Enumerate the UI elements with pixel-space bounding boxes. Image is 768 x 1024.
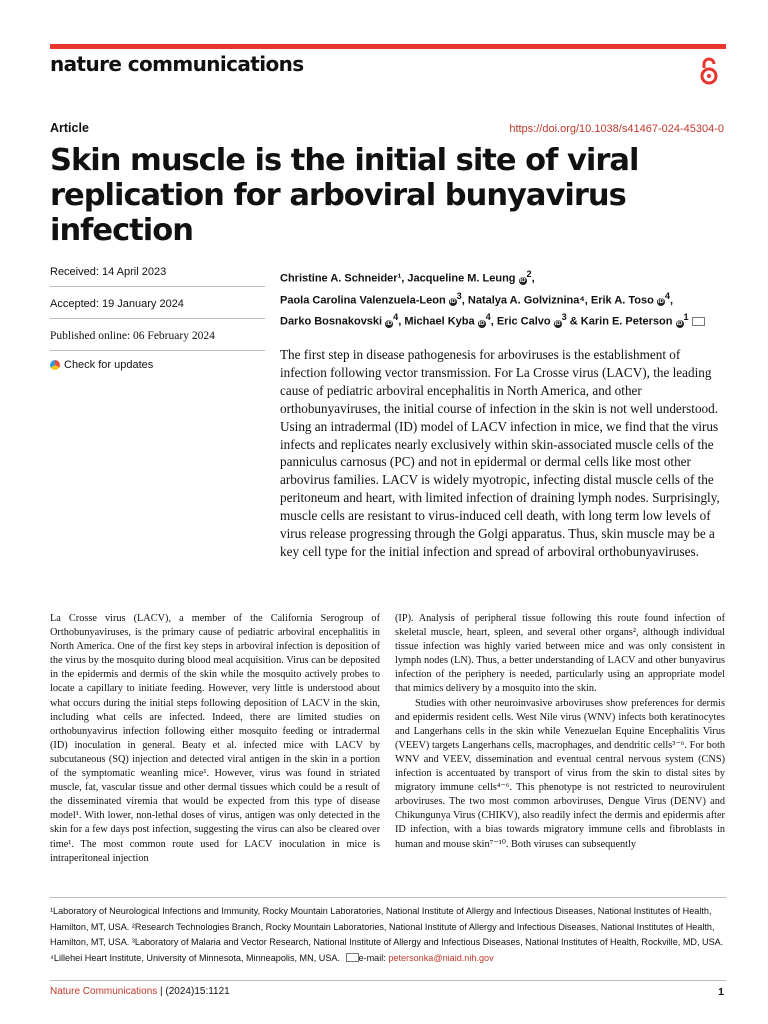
body-column-left: [50, 612, 380, 866]
received-date: Received: 14 April 2023: [50, 262, 265, 287]
author-affil-sup: 1: [683, 312, 689, 323]
footer-divider: [50, 980, 726, 981]
author-line: Paola Carolina Valenzuela-Leon $iD^3$, Natalya A. Golviznina⁴, Erik A. Toso $iD^4$,: [280, 290, 673, 307]
footer-journal-link[interactable]: Nature Communications: [50, 986, 158, 997]
orcid-icon[interactable]: iD: [449, 299, 456, 306]
author-affil-sup: 4: [393, 312, 399, 323]
orcid-icon[interactable]: iD: [676, 320, 683, 327]
affiliations: [50, 904, 726, 966]
footer-citation: [50, 986, 230, 997]
published-date: Published online: 06 February 2024: [50, 326, 265, 351]
author-affil-sup: 4: [485, 312, 491, 323]
email-label: e-mail:: [358, 952, 386, 963]
body-paragraph: (IP). Analysis of peripheral tissue following this route found infection of skeletal muscle, heart, spleen, and several other organs², although individual tissue infection was highly varied between mice and was only consistent in lymph nodes (LN). Thus, a better understanding of LACV and other bunyavirus infection of the periphery is needed, particularly using an appropriate model that mimics delivery by a mosquito into the skin.: [395, 613, 725, 695]
article-title: Skin muscle is the initial site of viral replication for arboviral bunyavirus infection: [50, 143, 639, 248]
orcid-icon[interactable]: iD: [386, 320, 393, 327]
body-paragraph: Studies with other neuroinvasive arboviruses show preferences for dermis and epidermis resident cells. West Nile virus (WNV) infects both keratinocytes and Langerhans cells in the skin while Venezuelan Equine Encephalitis Virus (VEEV) targets Langerhans cells, macrophages, and dendritic cells³⁻⁶. For both WNV and VEEV, dissemination and eventual central nervous system (CNS) infection is accentuated by transport of virus from the skin to distal sites by migratory immune cells⁴⁻⁶. This phenotype is not restricted to neurovirulent arboviruses. The two most common arboviruses, Dengue Virus (DENV) and Chikungunya Virus (CHIKV), also readily infect the dermis and epidermis after ID infection, with a bias towards migratory immune cells and fibroblasts in human and mouse skin⁷⁻¹⁰. Both viruses can subsequently: [395, 697, 725, 850]
author-text: , Michael Kyba: [398, 315, 475, 328]
footer-citation-text: | (2024)15:1121: [157, 986, 230, 997]
affiliation-divider: [50, 897, 726, 898]
journal-name: nature communications: [50, 52, 304, 76]
check-updates-icon: [50, 360, 60, 370]
abstract: The first step in disease pathogenesis for arboviruses is the establishment of infection following vector transmission. For La Crosse virus (LACV), the leading cause of pediatric arboviral encephalitis in North America, and other orthobunyaviruses, the initial course of infection in the skin is not well understood. Using an intradermal (ID) model of LACV infection in mice, we find that the virus infects and replicates nearly exclusively within skin-associated muscle cells of the panniculus carnosus (PC) and not in epidermal or dermal cells like most other arbovirus families. LACV is widely myotropic, infecting distal muscle cells of the peritoneum and heart, with limited infection of draining lymph nodes. Surprisingly, muscle cells are resistant to virus-induced cell death, with long term low levels of virus release progressing through the Golgi apparatus. Thus, skin muscle may be a key cell type for the initial infection and spread of arboviral orthobunyaviruses.: [280, 347, 720, 559]
check-updates-button[interactable]: [50, 358, 265, 371]
check-updates-label: Check for updates: [64, 359, 154, 371]
author-affil-sup: 3: [561, 312, 567, 323]
header-accent-bar: [50, 44, 726, 49]
author-affil-sup: 4: [664, 290, 670, 301]
open-access-icon: [698, 56, 720, 86]
orcid-icon[interactable]: iD: [657, 299, 664, 306]
author-text: & Karin E. Peterson: [566, 315, 673, 328]
body-paragraph: La Crosse virus (LACV), a member of the California Serogroup of Orthobunyaviruses, is the primary cause of pediatric arboviral encephalitis in North America. One of the first key steps in arboviral infection is deposition of the virus by the mosquito during blood meal acquisition. Virus can be deposited in the epidermis and dermis of the skin while the mosquito actively probes to locate a capillary to initiate feeding. However, very little is understood about what occurs during the initial steps following deposition of LACV in the skin, including what cells are infected. Indeed, there are limited studies on orthobunyavirus infection following either mosquito feeding or intradermal (ID) inoculation in general. Beaty et al. infected mice with LACV by subcutaneous (SQ) injection and detected viral antigen in the skin in a portion of the symptomatic weanling mice¹. However, virus was found in striated muscle, fat, vascular tissue and other dermal tissues which could be a result of the disseminated viremia that would be expected from this type of disease model¹. With lower, non-lethal doses of virus, antigen was only detected in the skin for a few days post infection, suggesting the virus can also be cleared over time¹. The most common route used for LACV inoculation in mice is intraperitoneal injection: [50, 613, 380, 864]
author-text: , Natalya A. Golviznina⁴, Erik A. Toso: [461, 294, 654, 307]
author-text: Paola Carolina Valenzuela-Leon: [280, 294, 446, 307]
article-dates: [50, 262, 265, 371]
body-column-right: [395, 612, 725, 852]
author-list: [280, 266, 740, 331]
orcid-icon[interactable]: iD: [478, 320, 485, 327]
author-text: Darko Bosnakovski: [280, 315, 383, 328]
article-type: Article: [50, 121, 89, 135]
author-affil-sup: 2: [526, 269, 532, 279]
orcid-icon[interactable]: iD: [519, 277, 526, 284]
author-line: Christine A. Schneider¹, Jacqueline M. Leung $iD^2$,: [280, 269, 535, 285]
accepted-date: Accepted: 19 January 2024: [50, 294, 265, 319]
page-number: 1: [718, 986, 724, 998]
mail-icon[interactable]: [692, 317, 705, 326]
author-text: Christine A. Schneider¹, Jacqueline M. Leung: [280, 272, 516, 285]
affiliation-text: ¹Laboratory of Neurological Infections and Immunity, Rocky Mountain Laboratories, National Institute of Allergy and Infectious Diseases, National Institutes of Health, Hamilton, MT, USA. ²Research Technologies Branch, Rocky Mountain Laboratories, National Institute of Allergy and Infectious Diseases, National Institutes of Health, Hamilton, MT, USA. ³Laboratory of Malaria and Vector Research, National Institute of Allergy and Infectious Diseases, National Institutes of Health, Rockville, MD, USA. ⁴Lillehei Heart Institute, University of Minnesota, Minneapolis, MN, USA.: [50, 906, 724, 963]
doi-link[interactable]: https://doi.org/10.1038/s41467-024-45304-0: [509, 123, 724, 135]
orcid-icon[interactable]: iD: [554, 320, 561, 327]
author-text: , Eric Calvo: [490, 315, 551, 328]
author-line: [280, 309, 740, 331]
author-affil-sup: 3: [456, 290, 462, 301]
email-link[interactable]: petersonka@niaid.nih.gov: [388, 952, 494, 963]
mail-icon: [346, 953, 359, 962]
